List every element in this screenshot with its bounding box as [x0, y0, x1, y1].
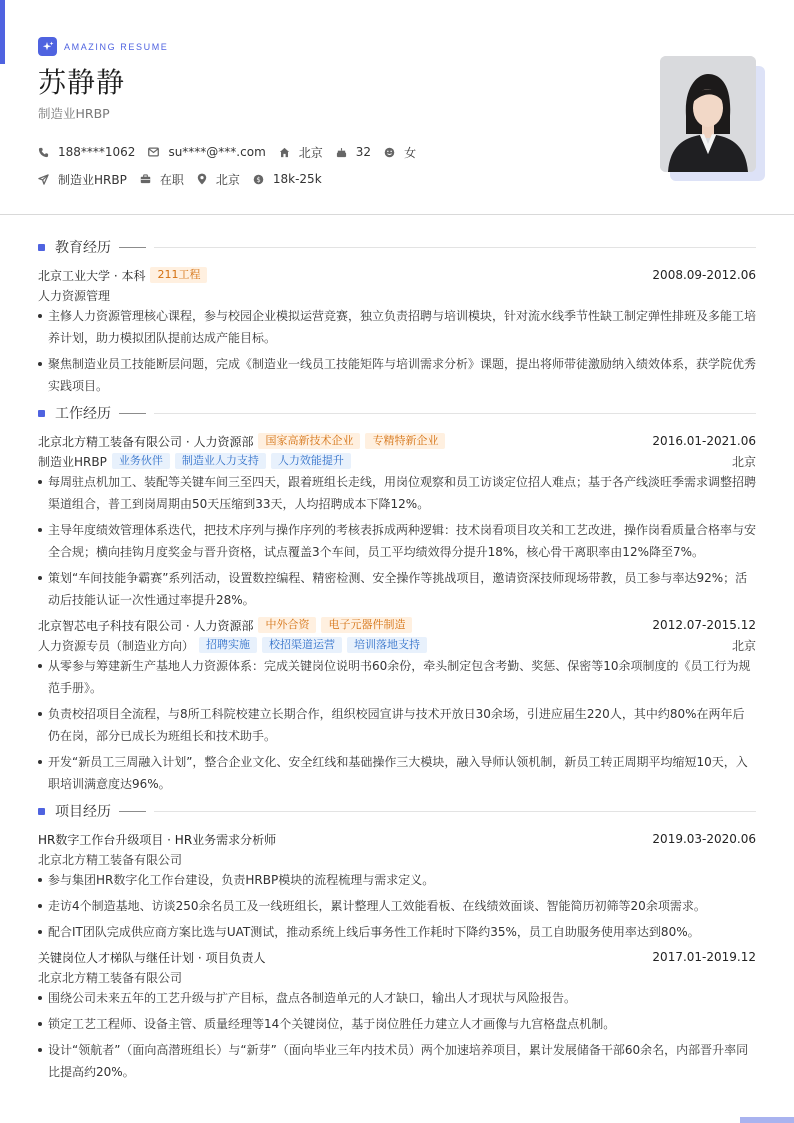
section-marker: [38, 410, 45, 417]
education-section: [38, 235, 756, 397]
work-bullets: [38, 471, 756, 611]
mail-icon: [148, 147, 159, 157]
company-tag: 电子元器件制造: [321, 617, 412, 633]
send-icon: [38, 174, 49, 185]
company-tag: 国家高新技术企业: [258, 433, 360, 449]
company-tag: 专精特新企业: [365, 433, 445, 449]
section-header: [38, 401, 756, 425]
role-tag: 培训落地支持: [347, 637, 427, 653]
salary-text: 18k-25k: [272, 172, 322, 186]
project-org: 北京北方精工装备有限公司: [38, 970, 183, 985]
intent-status: [140, 171, 184, 188]
target-job-text: 制造业HRBP: [58, 172, 127, 187]
resume-header: [38, 37, 598, 188]
contact-hometown: [279, 144, 323, 161]
brand: [38, 37, 598, 56]
list-item: 参与集团HR数字化工作台建设，负责HRBP模块的流程梳理与需求定义。: [38, 869, 756, 891]
section-header: [38, 799, 756, 823]
location-pin-icon: [197, 173, 207, 185]
job-role: 人力资源专员（制造业方向）: [38, 638, 195, 653]
section-title: 项目经历: [55, 804, 111, 820]
project-date: 2019.03-2020.06: [652, 832, 756, 846]
project-entry: [38, 947, 756, 1083]
work-city: 北京: [731, 454, 756, 469]
gender-text: 女: [404, 145, 417, 160]
work-section: [38, 401, 756, 795]
smile-icon: [384, 147, 395, 158]
job-role: 制造业HRBP: [38, 454, 107, 469]
list-item: 围绕公司未来五年的工艺升级与扩产目标，盘点各制造单元的人才缺口，输出人才现状与风险报告。: [38, 987, 756, 1009]
contact-row-basic: [38, 143, 598, 161]
role-tag: 校招渠道运营: [262, 637, 342, 653]
project-name: HR数字工作台升级项目 · HR业务需求分析师: [38, 832, 277, 847]
project-bullets: [38, 987, 756, 1083]
intent-salary: [253, 172, 322, 186]
project-entry: [38, 829, 756, 943]
work-date: 2012.07-2015.12: [652, 618, 756, 632]
profile-photo: [660, 56, 765, 181]
contact-email: [148, 145, 265, 159]
project-section: [38, 799, 756, 1083]
project-bullets: [38, 869, 756, 943]
company-name: 北京北方精工装备有限公司 · 人力资源部: [38, 434, 254, 449]
work-entry: [38, 615, 756, 795]
list-item: 每周驻点机加工、装配等关键车间三至四天，跟着班组长走线，用岗位观察和员工访谈定位招人难点；基于各产线淡旺季需求调整招聘渠道组合，普工到岗周期由50天压缩到33天，人均招聘成本下降12%。: [38, 471, 756, 515]
section-title: 教育经历: [55, 240, 111, 256]
education-entry: [38, 265, 756, 397]
list-item: 配合IT团队完成供应商方案比选与UAT测试，推动系统上线后事务性工作耗时下降约35%，员工自助服务使用率达到80%。: [38, 921, 756, 943]
section-marker: [38, 244, 45, 251]
top-accent-bar: [0, 0, 5, 64]
intent-job: [38, 171, 127, 188]
contact-row-intent: [38, 170, 598, 188]
cake-icon: [336, 147, 347, 158]
section-title: 工作经历: [55, 406, 111, 422]
work-date: 2016.01-2021.06: [652, 434, 756, 448]
contact-age: [336, 145, 371, 159]
header-divider: [0, 214, 794, 215]
education-date: 2008.09-2012.06: [652, 268, 756, 282]
section-marker: [38, 808, 45, 815]
phone-icon: [38, 147, 49, 158]
svg-text:$: $: [256, 175, 261, 184]
contact-phone: [38, 145, 135, 159]
candidate-name: 苏静静: [38, 66, 126, 99]
list-item: 从零参与筹建新生产基地人力资源体系：完成关键岗位说明书60余份，牵头制定包含考勤、奖惩、保密等10余项制度的《员工行为规范手册》。: [38, 655, 756, 699]
major: 人力资源管理: [38, 288, 111, 303]
candidate-title: 制造业HRBP: [38, 106, 110, 121]
phone-text: 188****1062: [58, 145, 136, 159]
list-item: 主导年度绩效管理体系迭代，把技术序列与操作序列的考核表拆成两种逻辑：技术岗看项目攻关和工艺改进，操作岗看质量合格率与安全合规；横向挂钩月度奖金与晋升资格，试点覆盖3个车间，员工平均绩效得分提升18%，核心骨干离职率由12%降至7%。: [38, 519, 756, 563]
status-text: 在职: [159, 172, 184, 187]
work-entry: [38, 431, 756, 611]
work-city: 北京: [731, 638, 756, 653]
age-text: 32: [355, 145, 372, 159]
intent-city: [197, 171, 240, 188]
list-item: 主修人力资源管理核心课程，参与校园企业模拟运营竞赛，独立负责招聘与培训模块，针对流水线季节性缺工制定弹性排班及多能工培养计划，助力模拟团队提前达成产能目标。: [38, 305, 756, 349]
school-tag: 211工程: [150, 267, 207, 283]
company-name: 北京智芯电子科技有限公司 · 人力资源部: [38, 618, 254, 633]
email-text: su****@***.com: [168, 145, 266, 159]
project-org: 北京北方精工装备有限公司: [38, 852, 183, 867]
list-item: 走访4个制造基地、访谈250余名员工及一线班组长，累计整理人工效能看板、在线绩效面谈、智能简历初筛等20余项需求。: [38, 895, 756, 917]
project-name: 关键岗位人才梯队与继任计划 · 项目负责人: [38, 950, 266, 965]
list-item: 设计“领航者”（面向高潜班组长）与“新芽”（面向毕业三年内技术员）两个加速培养项目，累计发展储备干部60余名，内部晋升率同比提高约20%。: [38, 1039, 756, 1083]
list-item: 开发“新员工三周融入计划”，整合企业文化、安全红线和基础操作三大模块，融入导师认领机制，新员工转正周期平均缩短10天，入职培训满意度达96%。: [38, 751, 756, 795]
resume-body: [38, 235, 756, 1087]
target-city-text: 北京: [215, 172, 240, 187]
company-tag: 中外合资: [258, 617, 316, 633]
avatar: [660, 56, 756, 172]
hometown-text: 北京: [298, 145, 323, 160]
section-header: [38, 235, 756, 259]
brand-label: AMAZING RESUME: [64, 41, 169, 52]
list-item: 聚焦制造业员工技能断层问题，完成《制造业一线员工技能矩阵与培训需求分析》课题，提出将师带徒激励纳入绩效体系，获学院优秀实践项目。: [38, 353, 756, 397]
role-tag: 业务伙伴: [112, 453, 170, 469]
list-item: 负责校招项目全流程，与8所工科院校建立长期合作，组织校园宣讲与技术开放日30余场，引进应届生220人，其中约80%在两年后仍在岗，部分已成长为班组长和技术助手。: [38, 703, 756, 747]
contact-gender: [384, 144, 416, 161]
bottom-accent-bar: [740, 1117, 794, 1123]
money-icon: [253, 174, 264, 185]
role-tag: 制造业人力支持: [175, 453, 266, 469]
role-tag: 招聘实施: [199, 637, 257, 653]
role-tag: 人力效能提升: [271, 453, 351, 469]
education-bullets: [38, 305, 756, 397]
list-item: 策划“车间技能争霸赛”系列活动，设置数控编程、精密检测、安全操作等挑战项目，邀请资深技师现场带教，员工参与率达92%；活动后技能认证一次性通过率提升28%。: [38, 567, 756, 611]
list-item: 锁定工艺工程师、设备主管、质量经理等14个关键岗位，基于岗位胜任力建立人才画像与九宫格盘点机制。: [38, 1013, 756, 1035]
work-bullets: [38, 655, 756, 795]
school-name: 北京工业大学 · 本科: [38, 268, 146, 283]
briefcase-icon: [140, 174, 151, 184]
sparkle-icon: [38, 37, 57, 56]
home-icon: [279, 147, 290, 158]
project-date: 2017.01-2019.12: [652, 950, 756, 964]
